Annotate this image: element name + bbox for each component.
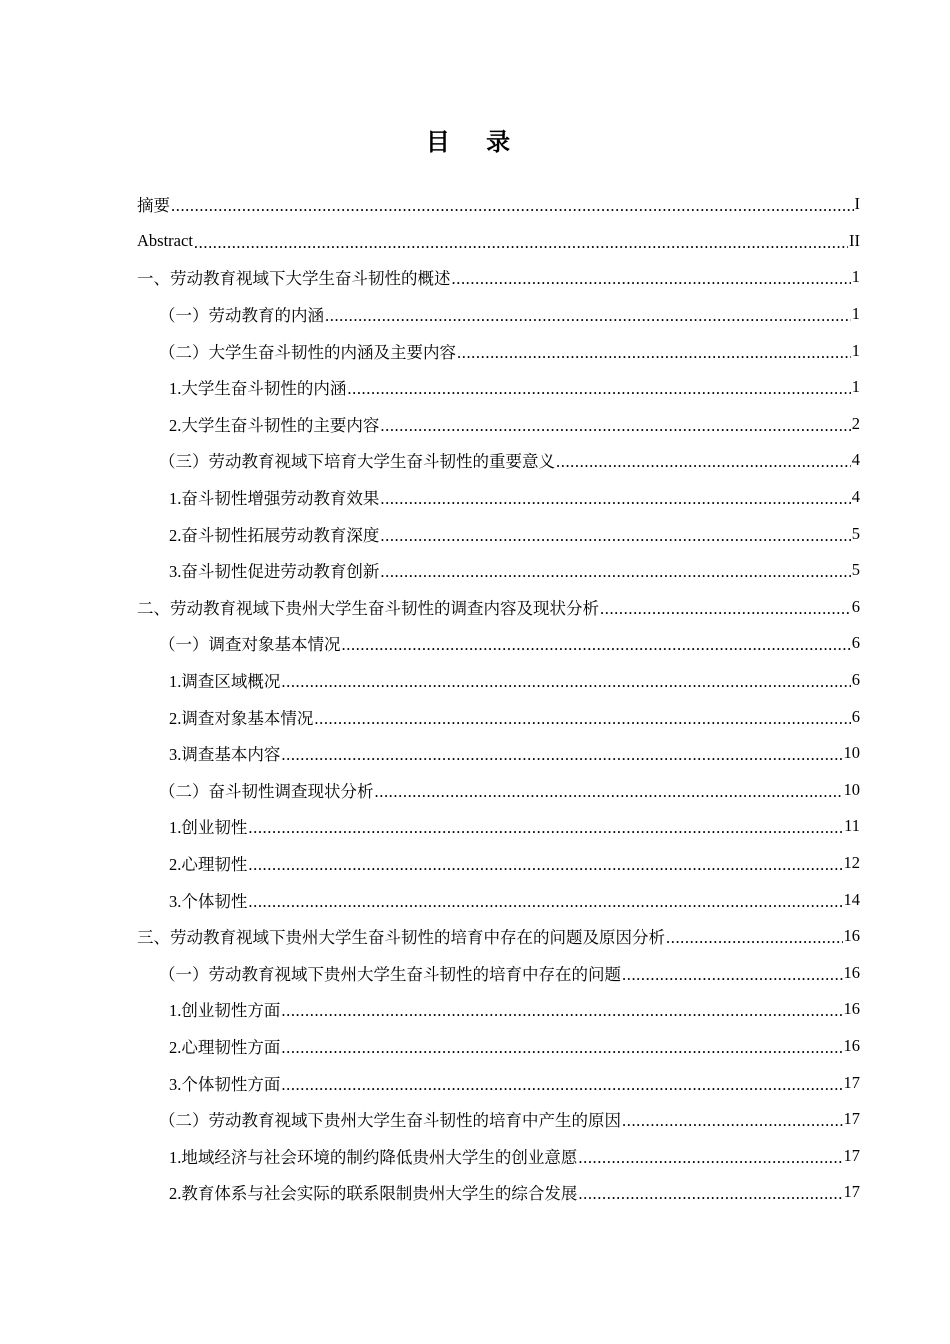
toc-dot-leader: [452, 269, 851, 289]
toc-dot-leader: [248, 892, 842, 912]
toc-entry-label: （三）劳动教育视域下培育大学生奋斗韧性的重要意义: [159, 452, 555, 472]
toc-dot-leader: [375, 782, 843, 802]
toc-entry-page-number: 1: [851, 340, 860, 360]
toc-entry[interactable]: [137, 479, 860, 516]
toc-dot-leader: [281, 1001, 842, 1021]
toc-entry-label: 3.调查基本内容: [169, 745, 281, 765]
toc-entry-page-number: 5: [851, 523, 860, 543]
toc-entry-page-number: 16: [843, 962, 860, 982]
toc-entry-label: 2.奋斗韧性拓展劳动教育深度: [169, 525, 380, 545]
toc-entry-label: （二）大学生奋斗韧性的内涵及主要内容: [159, 342, 456, 362]
toc-entry-page-number: 2: [851, 413, 860, 433]
toc-dot-leader: [281, 672, 850, 692]
toc-entry[interactable]: [137, 918, 860, 955]
toc-entry-label: 2.心理韧性方面: [169, 1037, 281, 1057]
toc-entry-label: 3.个体韧性: [169, 891, 248, 911]
toc-entry-label: （一）劳动教育视域下贵州大学生奋斗韧性的培育中存在的问题: [159, 964, 621, 984]
toc-entry-page-number: 16: [843, 1035, 860, 1055]
toc-entry[interactable]: [137, 808, 860, 845]
toc-entry-label: 2.调查对象基本情况: [169, 708, 314, 728]
toc-dot-leader: [347, 379, 850, 399]
toc-entry[interactable]: [137, 515, 860, 552]
toc-entry-page-number: 5: [851, 560, 860, 580]
toc-entry-page-number: 17: [843, 1109, 860, 1129]
toc-entry-page-number: 10: [843, 743, 860, 763]
toc-dot-leader: [281, 1075, 842, 1095]
toc-dot-leader: [457, 343, 851, 363]
toc-dot-leader: [380, 562, 850, 582]
toc-dot-leader: [248, 818, 843, 838]
toc-entry-page-number: 14: [843, 889, 860, 909]
toc-dot-leader: [281, 1038, 842, 1058]
toc-dot-leader: [578, 1148, 842, 1168]
toc-entry-label: Abstract: [137, 230, 193, 250]
toc-entry-page-number: 1: [851, 377, 860, 397]
toc-entry-label: （一）劳动教育的内涵: [159, 306, 324, 326]
toc-entry-label: （二）劳动教育视域下贵州大学生奋斗韧性的培育中产生的原因: [159, 1111, 621, 1131]
toc-dot-leader: [342, 635, 851, 655]
toc-entry[interactable]: [137, 1174, 860, 1211]
toc-entry[interactable]: [137, 662, 860, 699]
toc-dot-leader: [622, 965, 843, 985]
toc-entry-label: （二）奋斗韧性调查现状分析: [159, 781, 374, 801]
toc-entry-page-number: 1: [851, 267, 860, 287]
toc-entry-label: 2.心理韧性: [169, 854, 248, 874]
toc-dot-leader: [314, 709, 850, 729]
toc-entry-page-number: I: [854, 194, 860, 214]
toc-entry[interactable]: [137, 369, 860, 406]
toc-entry[interactable]: [137, 442, 860, 479]
toc-entry-page-number: 6: [851, 596, 860, 616]
toc-entry[interactable]: [137, 552, 860, 589]
toc-entry[interactable]: [137, 881, 860, 918]
toc-entry-label: 3.奋斗韧性促进劳动教育创新: [169, 562, 380, 582]
toc-entry-label: 三、劳动教育视域下贵州大学生奋斗韧性的培育中存在的问题及原因分析: [137, 928, 665, 948]
toc-entry-page-number: 6: [851, 706, 860, 726]
toc-entry[interactable]: [137, 698, 860, 735]
toc-entry[interactable]: [137, 1101, 860, 1138]
toc-dot-leader: [248, 855, 842, 875]
toc-entry[interactable]: [137, 772, 860, 809]
toc-entry[interactable]: [137, 845, 860, 882]
toc-entry[interactable]: [137, 1137, 860, 1174]
toc-entry-page-number: 16: [843, 926, 860, 946]
toc-dot-leader: [171, 196, 854, 216]
toc-entry[interactable]: [137, 259, 860, 296]
toc-entry[interactable]: [137, 186, 860, 223]
toc-dot-leader: [380, 416, 850, 436]
toc-entry-label: 1.创业韧性: [169, 818, 248, 838]
toc-entry[interactable]: [137, 1028, 860, 1065]
toc-entry-page-number: 6: [851, 670, 860, 690]
toc-dot-leader: [622, 1111, 843, 1131]
toc-entry-label: 摘要: [137, 196, 170, 216]
toc-dot-leader: [556, 452, 851, 472]
toc-entry[interactable]: [137, 735, 860, 772]
toc-entry-page-number: 10: [843, 779, 860, 799]
toc-dot-leader: [578, 1184, 842, 1204]
toc-dot-leader: [325, 306, 851, 326]
toc-entry-page-number: II: [849, 230, 860, 250]
toc-entry-page-number: 1: [851, 304, 860, 324]
toc-dot-leader: [380, 489, 850, 509]
toc-entry[interactable]: [137, 625, 860, 662]
toc-dot-leader: [666, 928, 843, 948]
toc-entry-label: 二、劳动教育视域下贵州大学生奋斗韧性的调查内容及现状分析: [137, 598, 599, 618]
toc-entry[interactable]: [137, 1064, 860, 1101]
toc-entry-label: 1.奋斗韧性增强劳动教育效果: [169, 489, 380, 509]
toc-entry[interactable]: [137, 406, 860, 443]
toc-entry-page-number: 6: [851, 633, 860, 653]
toc-entry-label: 1.大学生奋斗韧性的内涵: [169, 379, 347, 399]
toc-entry-page-number: 12: [843, 852, 860, 872]
toc-entry-label: 1.调查区域概况: [169, 672, 281, 692]
toc-entry-page-number: 4: [851, 450, 860, 470]
toc-entry-page-number: 17: [843, 1072, 860, 1092]
page-title: 目 录: [425, 128, 525, 156]
table-of-contents: [137, 186, 860, 1211]
toc-entry-page-number: 16: [843, 999, 860, 1019]
toc-dot-leader: [380, 526, 850, 546]
toc-entry[interactable]: [137, 296, 860, 333]
toc-entry-label: 3.个体韧性方面: [169, 1074, 281, 1094]
toc-dot-leader: [281, 745, 842, 765]
toc-dot-leader: [600, 599, 851, 619]
toc-entry[interactable]: [137, 332, 860, 369]
toc-entry[interactable]: [137, 991, 860, 1028]
toc-entry-label: （一）调查对象基本情况: [159, 635, 341, 655]
toc-entry[interactable]: [137, 223, 860, 260]
toc-entry[interactable]: [137, 589, 860, 626]
toc-entry-page-number: 4: [851, 487, 860, 507]
toc-entry-label: 一、劳动教育视域下大学生奋斗韧性的概述: [137, 269, 451, 289]
toc-entry-label: 1.地域经济与社会环境的制约降低贵州大学生的创业意愿: [169, 1147, 578, 1167]
toc-entry-page-number: 17: [843, 1182, 860, 1202]
toc-entry-page-number: 17: [843, 1145, 860, 1165]
toc-entry-label: 1.创业韧性方面: [169, 1001, 281, 1021]
toc-entry-page-number: 11: [844, 816, 860, 836]
toc-entry[interactable]: [137, 954, 860, 991]
toc-dot-leader: [194, 233, 848, 253]
toc-entry-label: 2.大学生奋斗韧性的主要内容: [169, 415, 380, 435]
toc-entry-label: 2.教育体系与社会实际的联系限制贵州大学生的综合发展: [169, 1184, 578, 1204]
